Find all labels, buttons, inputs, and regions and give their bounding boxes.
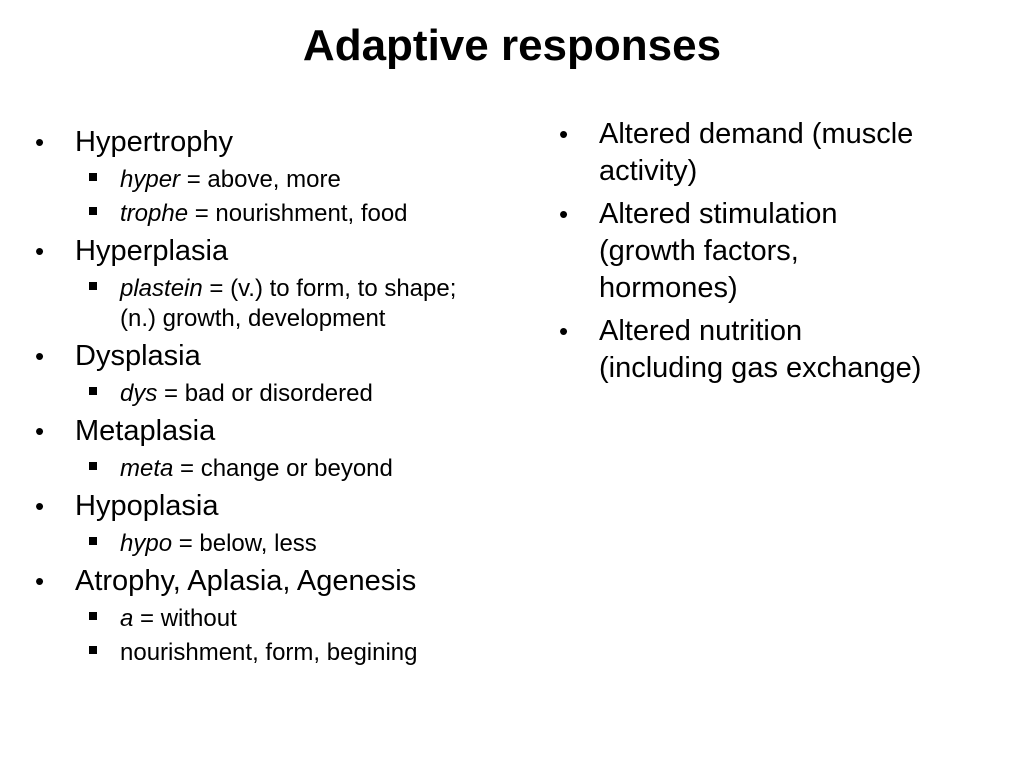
definition: = change or beyond [173, 455, 393, 482]
list-item-label: Hypertrophy [75, 126, 233, 158]
definition: = above, more [180, 166, 341, 193]
list-item-line-1: Altered demand (muscle [599, 118, 914, 150]
sub-item [32, 454, 532, 484]
right-bullet-list [556, 116, 996, 393]
list-item-hyperplasia [32, 233, 532, 270]
definition-line-2: (n.) growth, development [120, 305, 386, 332]
sub-item [32, 638, 532, 668]
sub-item [32, 274, 532, 334]
sub-item [32, 199, 532, 229]
bullet-icon: • [559, 119, 569, 149]
definition: = without [133, 605, 237, 632]
square-bullet-icon [89, 207, 97, 215]
term: dys [120, 380, 158, 407]
list-item-dysplasia [32, 338, 532, 375]
list-item-line-3: hormones) [599, 272, 738, 304]
list-item-hypertrophy [32, 124, 532, 161]
list-item-atrophy-aplasia-agenesis [32, 563, 532, 600]
definition: = bad or disordered [157, 380, 373, 407]
bullet-icon: • [35, 341, 45, 371]
term: meta [120, 455, 174, 482]
definition: = nourishment, food [188, 200, 408, 227]
list-item-label: Metaplasia [75, 415, 216, 447]
list-item-line-1: Altered stimulation [599, 198, 838, 230]
list-item-line-2: (growth factors, [599, 235, 799, 267]
sub-item [32, 604, 532, 634]
term: hyper [120, 166, 181, 193]
sub-item [32, 529, 532, 559]
definition: = (v.) to form, to shape; [202, 275, 457, 302]
definition: nourishment, form, begining [120, 639, 418, 666]
list-item-altered-stimulation [556, 196, 996, 307]
square-bullet-icon [89, 173, 97, 181]
list-item-line-2: activity) [599, 155, 698, 187]
list-item-metaplasia [32, 413, 532, 450]
bullet-icon: • [559, 199, 569, 229]
list-item-label: Atrophy, Aplasia, Agenesis [75, 565, 417, 597]
list-item-label: Hypoplasia [75, 490, 219, 522]
term: plastein [120, 275, 203, 302]
sub-item [32, 379, 532, 409]
square-bullet-icon [89, 537, 97, 545]
list-item-line-1: Altered nutrition [599, 315, 803, 347]
bullet-icon: • [35, 236, 45, 266]
bullet-icon: • [35, 566, 45, 596]
list-item-label: Dysplasia [75, 340, 201, 372]
term: a [120, 605, 134, 632]
list-item-altered-demand [556, 116, 996, 190]
list-item-hypoplasia [32, 488, 532, 525]
list-item-label: Hyperplasia [75, 235, 229, 267]
list-item-altered-nutrition [556, 313, 996, 387]
bullet-icon: • [35, 127, 45, 157]
sub-item [32, 165, 532, 195]
square-bullet-icon [89, 387, 97, 395]
bullet-icon: • [35, 416, 45, 446]
square-bullet-icon [89, 646, 97, 654]
square-bullet-icon [89, 282, 97, 290]
bullet-icon: • [35, 491, 45, 521]
list-item-line-2: (including gas exchange) [599, 352, 922, 384]
term: hypo [120, 530, 173, 557]
bullet-icon: • [559, 316, 569, 346]
square-bullet-icon [89, 462, 97, 470]
slide-title: Adaptive responses [302, 21, 722, 70]
square-bullet-icon [89, 612, 97, 620]
definition: = below, less [172, 530, 317, 557]
term: trophe [120, 200, 189, 227]
left-bullet-list [32, 124, 532, 668]
